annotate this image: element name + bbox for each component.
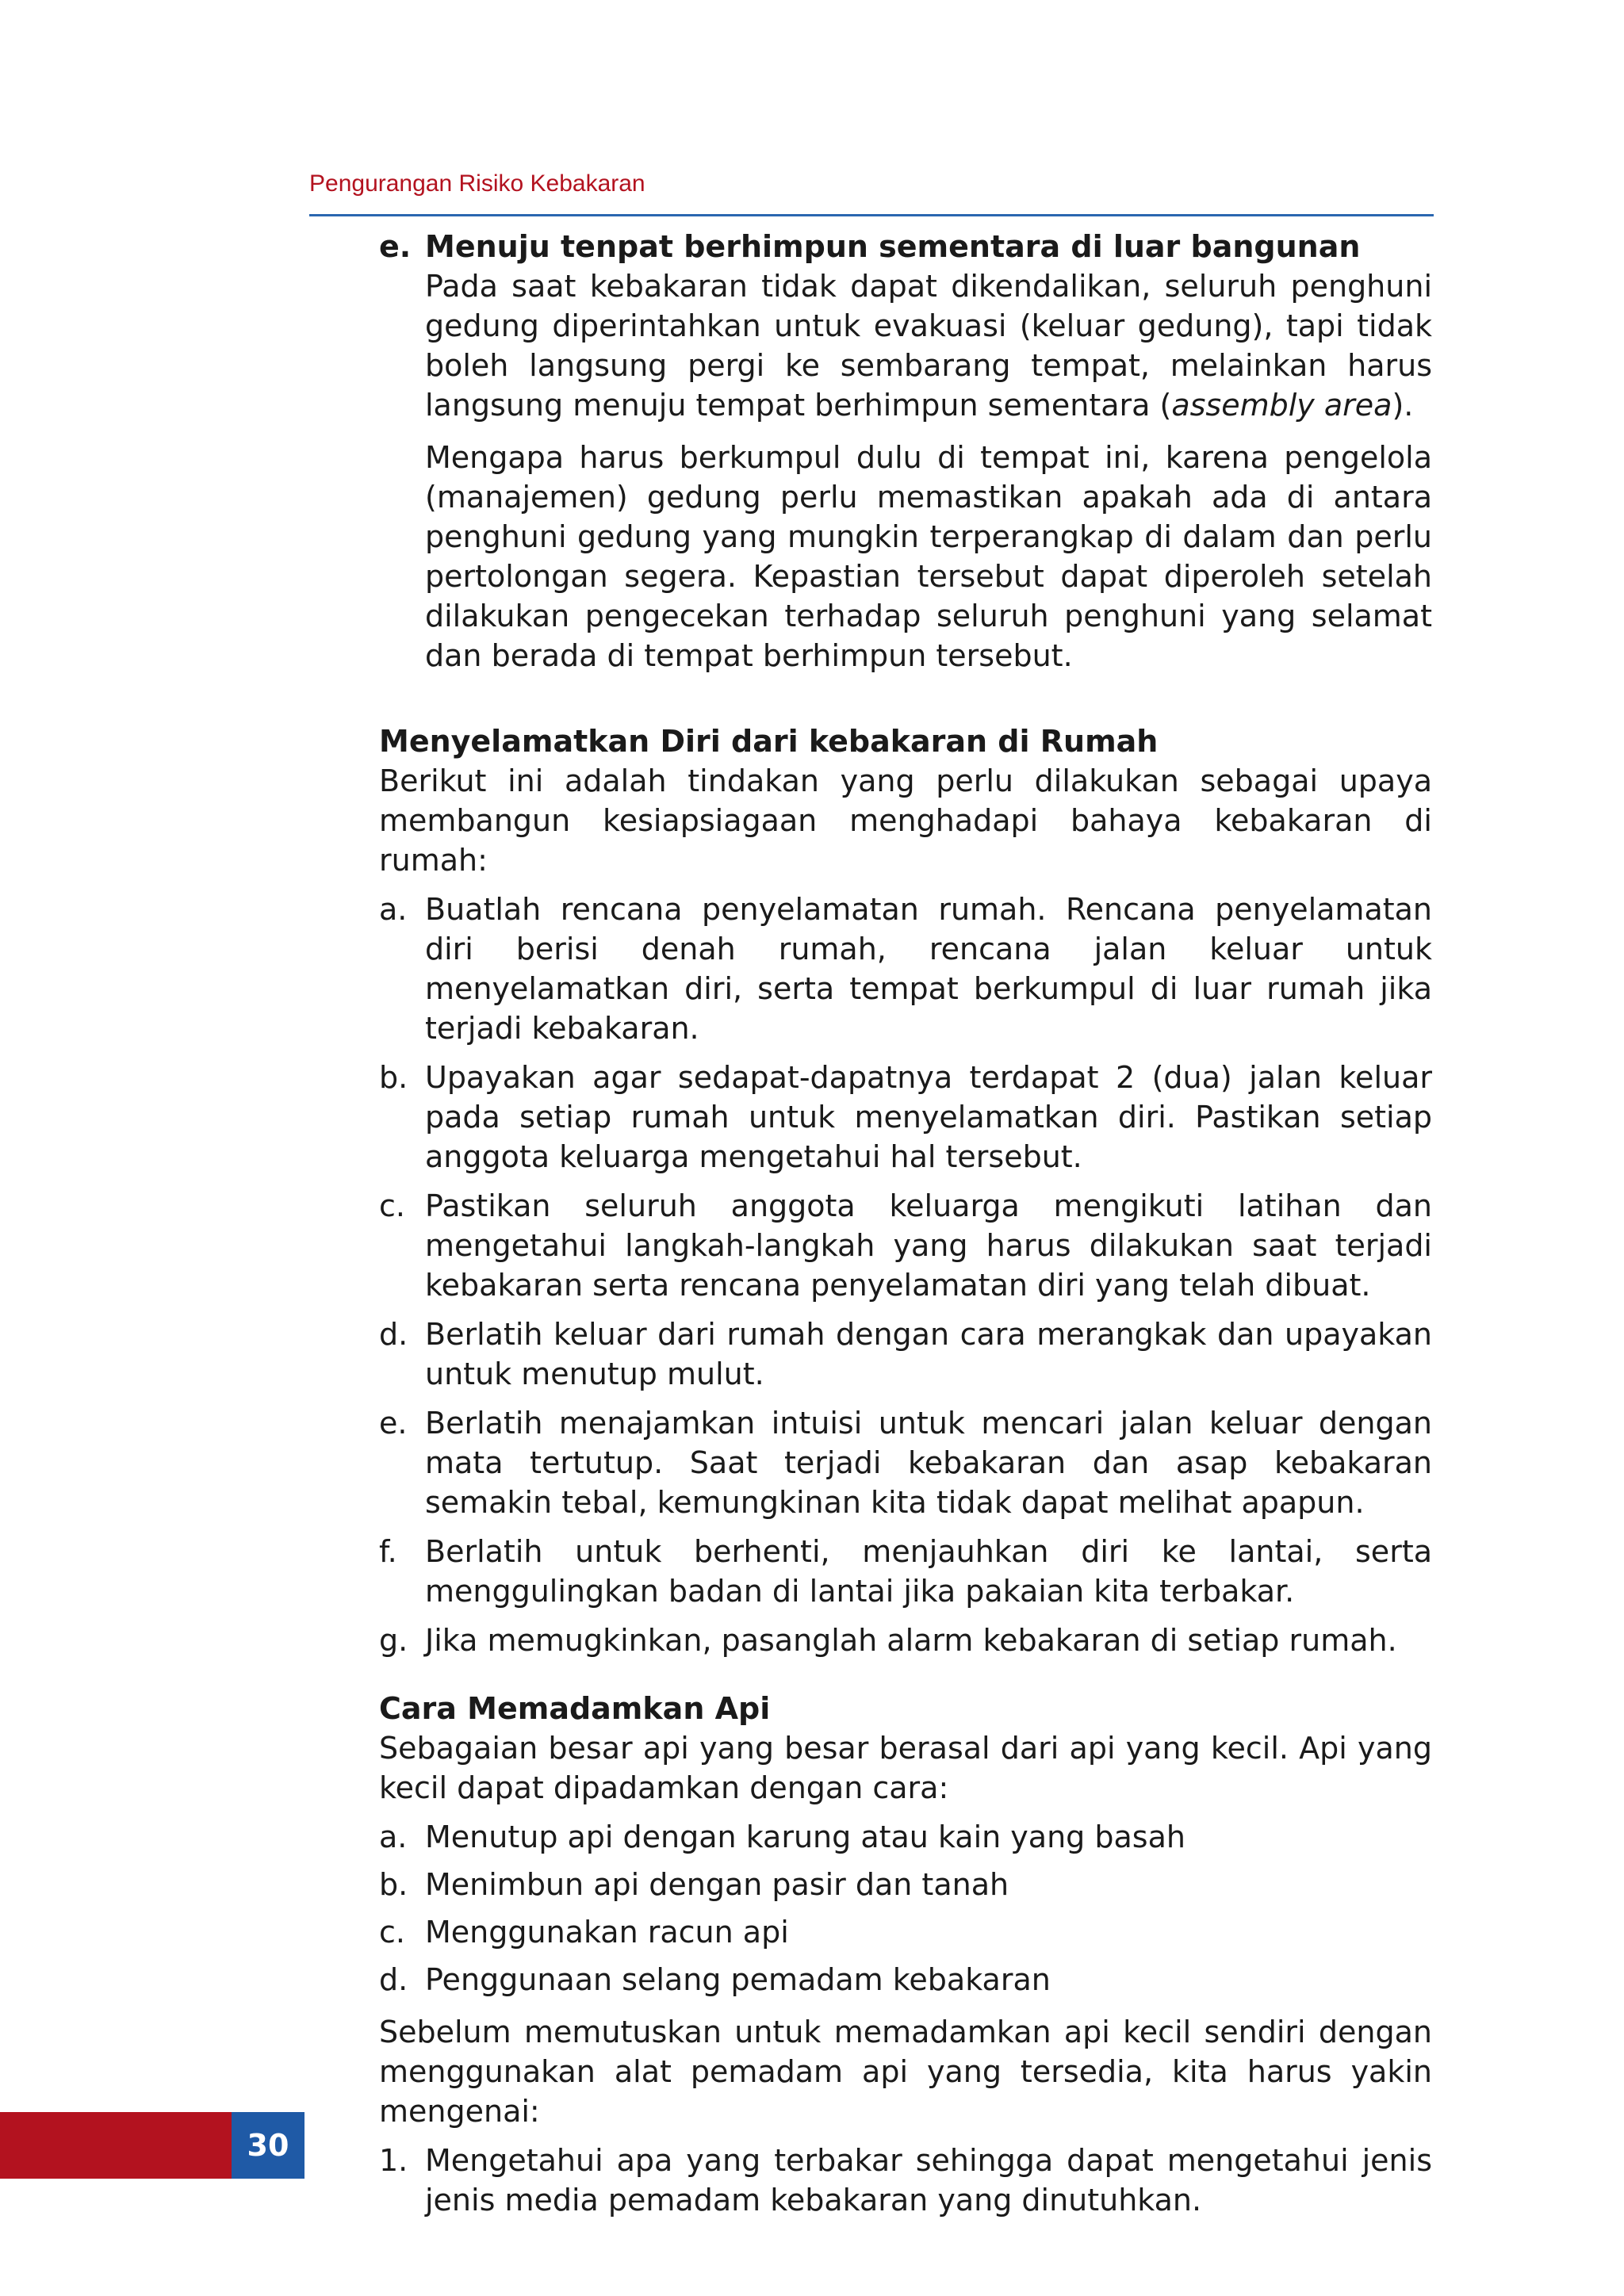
api-paragraph-2: Sebelum memutuskan untuk memadamkan api kecil sendiri dengan menggunakan alat pemadam api yang tersedia, kita harus yakin mengenai: bbox=[379, 2015, 1432, 2129]
list-item bbox=[379, 1314, 1432, 1394]
list-item bbox=[379, 1817, 1432, 1857]
section-e-p1-end: ). bbox=[1392, 388, 1414, 423]
list-marker: 1. bbox=[379, 2143, 408, 2178]
running-head-title: Pengurangan Risiko Kebakaran bbox=[309, 170, 645, 197]
list-text: Menggunakan racun api bbox=[425, 1915, 789, 1950]
section-e-p1-text: Pada saat kebakaran tidak dapat dikendalikan, seluruh penghuni gedung diperintahkan untuk evakuasi (keluar gedung), tapi tidak boleh langsung pergi ke sembarang tempat, melainkan harus langsung menuju tempat berhimpun sementara ( bbox=[425, 269, 1432, 423]
list-marker: a. bbox=[379, 892, 408, 927]
list-item bbox=[379, 1186, 1432, 1305]
list-item bbox=[379, 1960, 1432, 1999]
footer-red-band bbox=[0, 2112, 232, 2179]
list-marker: d. bbox=[379, 1962, 408, 1997]
list-marker: d. bbox=[379, 1317, 408, 1352]
section-e-paragraph-1 bbox=[425, 266, 1432, 425]
header-rule bbox=[309, 214, 1434, 216]
list-text: Berlatih untuk berhenti, menjauhkan diri ke lantai, serta menggulingkan badan di lantai jika pakaian kita terbakar. bbox=[425, 1534, 1432, 1609]
list-item bbox=[379, 1532, 1432, 1611]
list-item bbox=[379, 1865, 1432, 1904]
rumah-intro: Berikut ini adalah tindakan yang perlu dilakukan sebagai upaya membangun kesiapsiagaan menghadapi bahaya kebakaran di rumah: bbox=[379, 763, 1432, 878]
list-item bbox=[379, 1912, 1432, 1952]
list-item bbox=[379, 1403, 1432, 1522]
list-marker: f. bbox=[379, 1534, 397, 1569]
list-item bbox=[379, 2141, 1432, 2220]
heading-memadamkan-api: Cara Memadamkan Api bbox=[379, 1691, 771, 1726]
list-marker: c. bbox=[379, 1915, 405, 1950]
list-marker: b. bbox=[379, 1867, 408, 1902]
api-methods-list bbox=[379, 1817, 1432, 1999]
list-item bbox=[379, 890, 1432, 1048]
list-text: Penggunaan selang pemadam kebakaran bbox=[425, 1962, 1051, 1997]
api-numbered-list bbox=[379, 2141, 1432, 2220]
api-intro: Sebagaian besar api yang besar berasal dari api yang kecil. Api yang kecil dapat dipadamkan dengan cara: bbox=[379, 1731, 1432, 1805]
list-text: Buatlah rencana penyelamatan rumah. Rencana penyelamatan diri berisi denah rumah, rencana jalan keluar untuk menyelamatkan diri, serta tempat berkumpul di luar rumah jika terjadi kebakaran. bbox=[425, 892, 1432, 1046]
list-text: Pastikan seluruh anggota keluarga mengikuti latihan dan mengetahui langkah-langkah yang harus dilakukan saat terjadi kebakaran serta rencana penyelamatan diri yang telah dibuat. bbox=[425, 1188, 1432, 1303]
list-text: Menimbun api dengan pasir dan tanah bbox=[425, 1867, 1009, 1902]
list-text: Jika memugkinkan, pasanglah alarm kebakaran di setiap rumah. bbox=[425, 1623, 1397, 1658]
list-text: Berlatih keluar dari rumah dengan cara merangkak dan upayakan untuk menutup mulut. bbox=[425, 1317, 1432, 1391]
list-marker: e. bbox=[379, 1406, 408, 1441]
list-item bbox=[379, 1058, 1432, 1177]
section-e-title bbox=[379, 227, 1432, 266]
page-content bbox=[379, 227, 1432, 2220]
heading-rumah: Menyelamatkan Diri dari kebakaran di Rumah bbox=[379, 724, 1159, 759]
list-text: Mengetahui apa yang terbakar sehingga dapat mengetahui jenis jenis media pemadam kebakaran yang dinutuhkan. bbox=[425, 2143, 1432, 2218]
list-marker: a. bbox=[379, 1820, 408, 1854]
section-e-paragraph-2: Mengapa harus berkumpul dulu di tempat ini, karena pengelola (manajemen) gedung perlu memastikan apakah ada di antara penghuni gedung yang mungkin terperangkap di dalam dan perlu pertolongan segera. Kepastian tersebut dapat diperoleh setelah dilakukan pengecekan terhadap seluruh penghuni yang selamat dan berada di tempat berhimpun tersebut. bbox=[425, 440, 1432, 673]
list-text: Menutup api dengan karung atau kain yang basah bbox=[425, 1820, 1185, 1854]
list-text: Berlatih menajamkan intuisi untuk mencari jalan keluar dengan mata tertutup. Saat terjadi kebakaran dan asap kebakaran semakin tebal, kemungkinan kita tidak dapat melihat apapun. bbox=[425, 1406, 1432, 1520]
assembly-area-term: assembly area bbox=[1171, 388, 1392, 423]
list-text: Upayakan agar sedapat-dapatnya terdapat 2 (dua) jalan keluar pada setiap rumah untuk menyelamatkan diri. Pastikan setiap anggota keluarga mengetahui hal tersebut. bbox=[425, 1060, 1432, 1174]
rumah-list bbox=[379, 890, 1432, 1660]
section-e-marker: e. bbox=[379, 229, 412, 264]
section-e-title-text: Menuju tenpat berhimpun sementara di luar bangunan bbox=[425, 229, 1361, 264]
list-item bbox=[379, 1621, 1432, 1660]
page-number: 30 bbox=[247, 2128, 289, 2163]
list-marker: g. bbox=[379, 1623, 408, 1658]
section-e-body bbox=[379, 266, 1432, 675]
list-marker: c. bbox=[379, 1188, 405, 1223]
page-number-box bbox=[232, 2112, 304, 2179]
list-marker: b. bbox=[379, 1060, 408, 1095]
